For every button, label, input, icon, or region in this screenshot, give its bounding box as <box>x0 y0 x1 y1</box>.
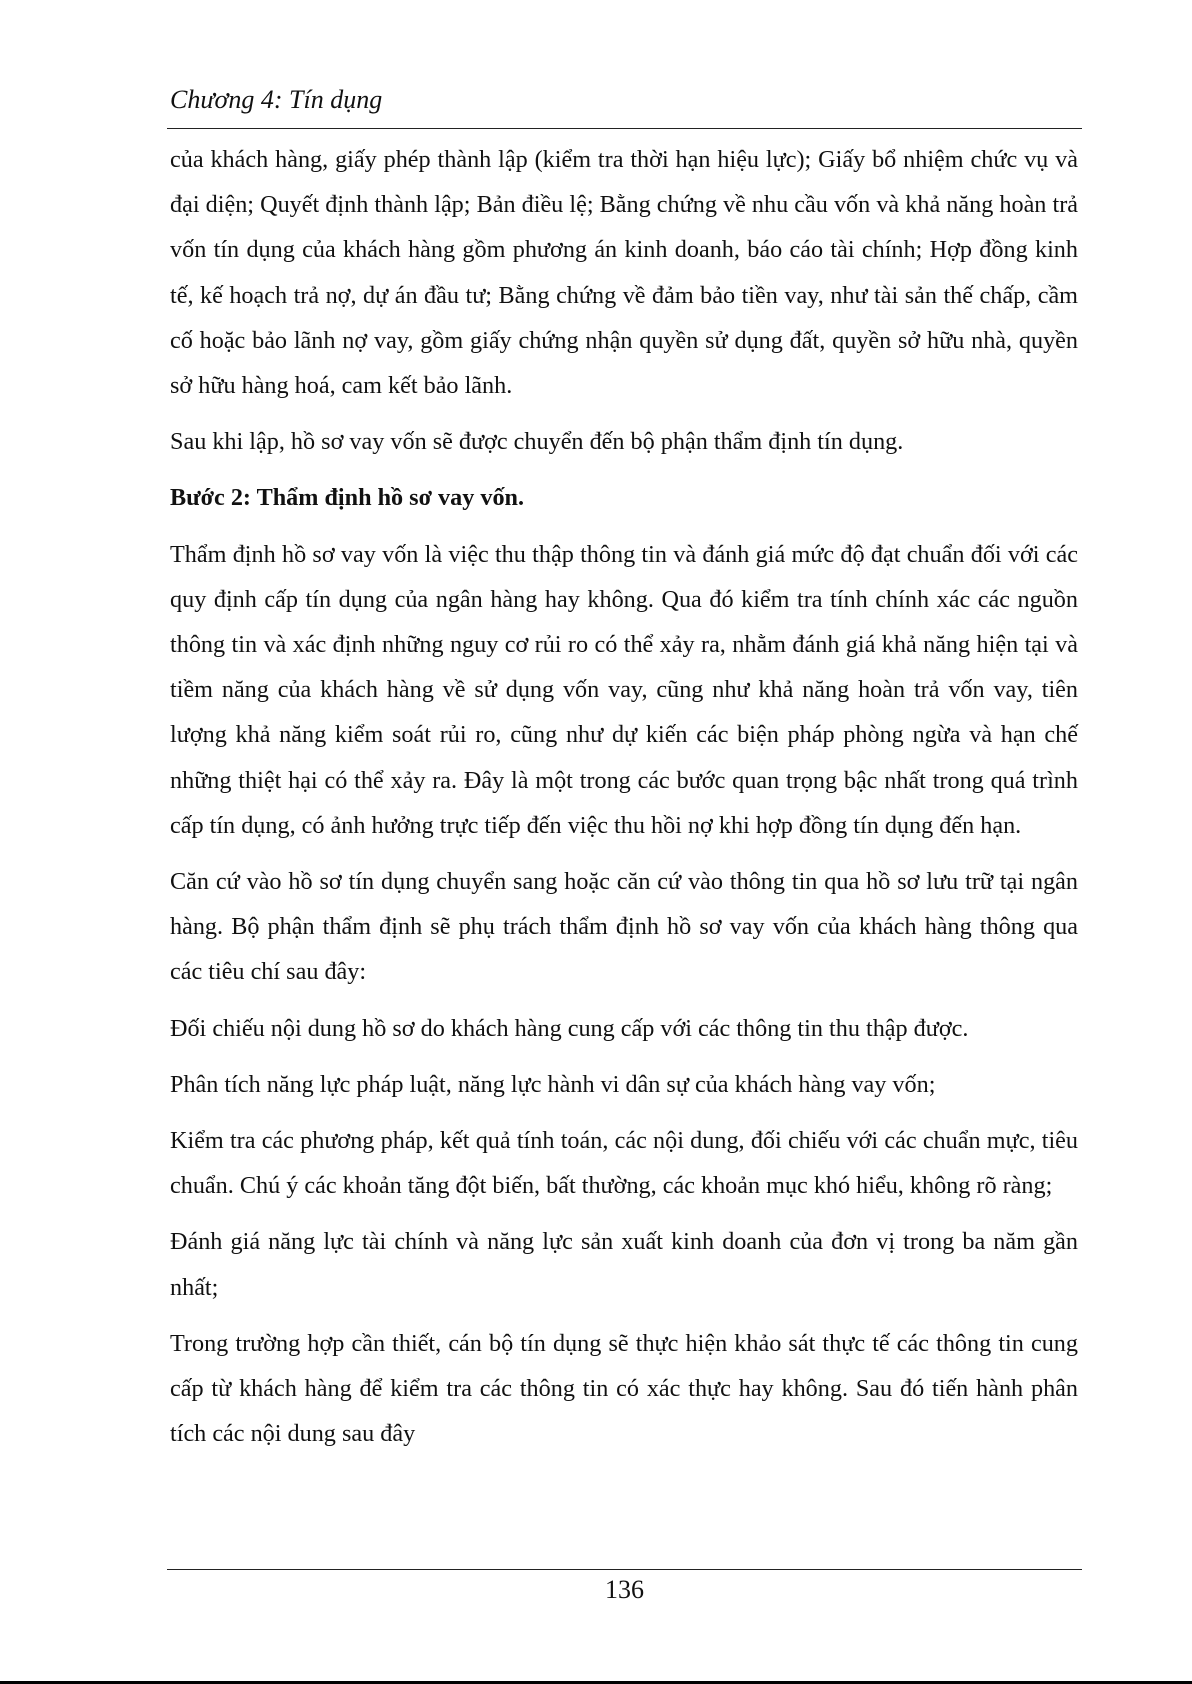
page-number: 136 <box>605 1575 644 1604</box>
footer-divider <box>167 1569 1082 1570</box>
paragraph: Phân tích năng lực pháp luật, năng lực hành vi dân sự của khách hàng vay vốn; <box>170 1070 936 1098</box>
page-content <box>170 137 1078 1467</box>
paragraph: Đối chiếu nội dung hồ sơ do khách hàng cung cấp với các thông tin thu thập được. <box>170 1014 969 1042</box>
paragraph: Đánh giá năng lực tài chính và năng lực sản xuất kinh doanh của đơn vị trong ba năm gần nhất; <box>170 1228 1078 1301</box>
paragraph: Căn cứ vào hồ sơ tín dụng chuyển sang hoặc căn cứ vào thông tin qua hồ sơ lưu trữ tại ngân hàng. Bộ phận thẩm định sẽ phụ trách thẩm định hồ sơ vay vốn của khách hàng thông qua các tiêu chí sau đây: <box>170 868 1078 986</box>
paragraph: Trong trường hợp cần thiết, cán bộ tín dụng sẽ thực hiện khảo sát thực tế các thông tin cung cấp từ khách hàng để kiểm tra các thông tin có xác thực hay không. Sau đó tiến hành phân tích các nội dung sau đây <box>170 1329 1078 1448</box>
paragraph: Thẩm định hồ sơ vay vốn là việc thu thập thông tin và đánh giá mức độ đạt chuẩn đối với các quy định cấp tín dụng của ngân hàng hay không. Qua đó kiểm tra tính chính xác các nguồn thông tin và xác định những nguy cơ rủi ro có thể xảy ra, nhằm đánh giá khả năng hiện tại và tiềm năng của khách hàng về sử dụng vốn vay, cũng như khả năng hoàn trả vốn vay, tiên lượng khả năng kiểm soát rủi ro, cũng như dự kiến các biện pháp phòng ngừa và hạn chế những thiệt hại có thể xảy ra. Đây là một trong các bước quan trọng bậc nhất trong quá trình cấp tín dụng, có ảnh hưởng trực tiếp đến việc thu hồi nợ khi hợp đồng tín dụng đến hạn. <box>170 540 1078 839</box>
paragraph: Kiểm tra các phương pháp, kết quả tính toán, các nội dung, đối chiếu với các chuẩn mực, tiêu chuẩn. Chú ý các khoản tăng đột biến, bất thường, các khoản mục khó hiểu, không rõ ràng; <box>170 1127 1078 1200</box>
header-divider <box>167 128 1082 129</box>
step-heading: Bước 2: Thẩm định hồ sơ vay vốn. <box>170 484 525 512</box>
paragraph: Sau khi lập, hồ sơ vay vốn sẽ được chuyển đến bộ phận thẩm định tín dụng. <box>170 428 904 456</box>
paragraph: của khách hàng, giấy phép thành lập (kiểm tra thời hạn hiệu lực); Giấy bổ nhiệm chức vụ và đại diện; Quyết định thành lập; Bản điều lệ; Bằng chứng về nhu cầu vốn và khả năng hoàn trả vốn tín dụng của khách hàng gồm phương án kinh doanh, báo cáo tài chính; Hợp đồng kinh tế, kế hoạch trả nợ, dự án đầu tư; Bằng chứng về đảm bảo tiền vay, như tài sản thế chấp, cầm cố hoặc bảo lãnh nợ vay, gồm giấy chứng nhận quyền sử dụng đất, quyền sở hữu nhà, quyền sở hữu hàng hoá, cam kết bảo lãnh. <box>170 146 1078 400</box>
chapter-header: Chương 4: Tín dụng <box>170 85 383 114</box>
